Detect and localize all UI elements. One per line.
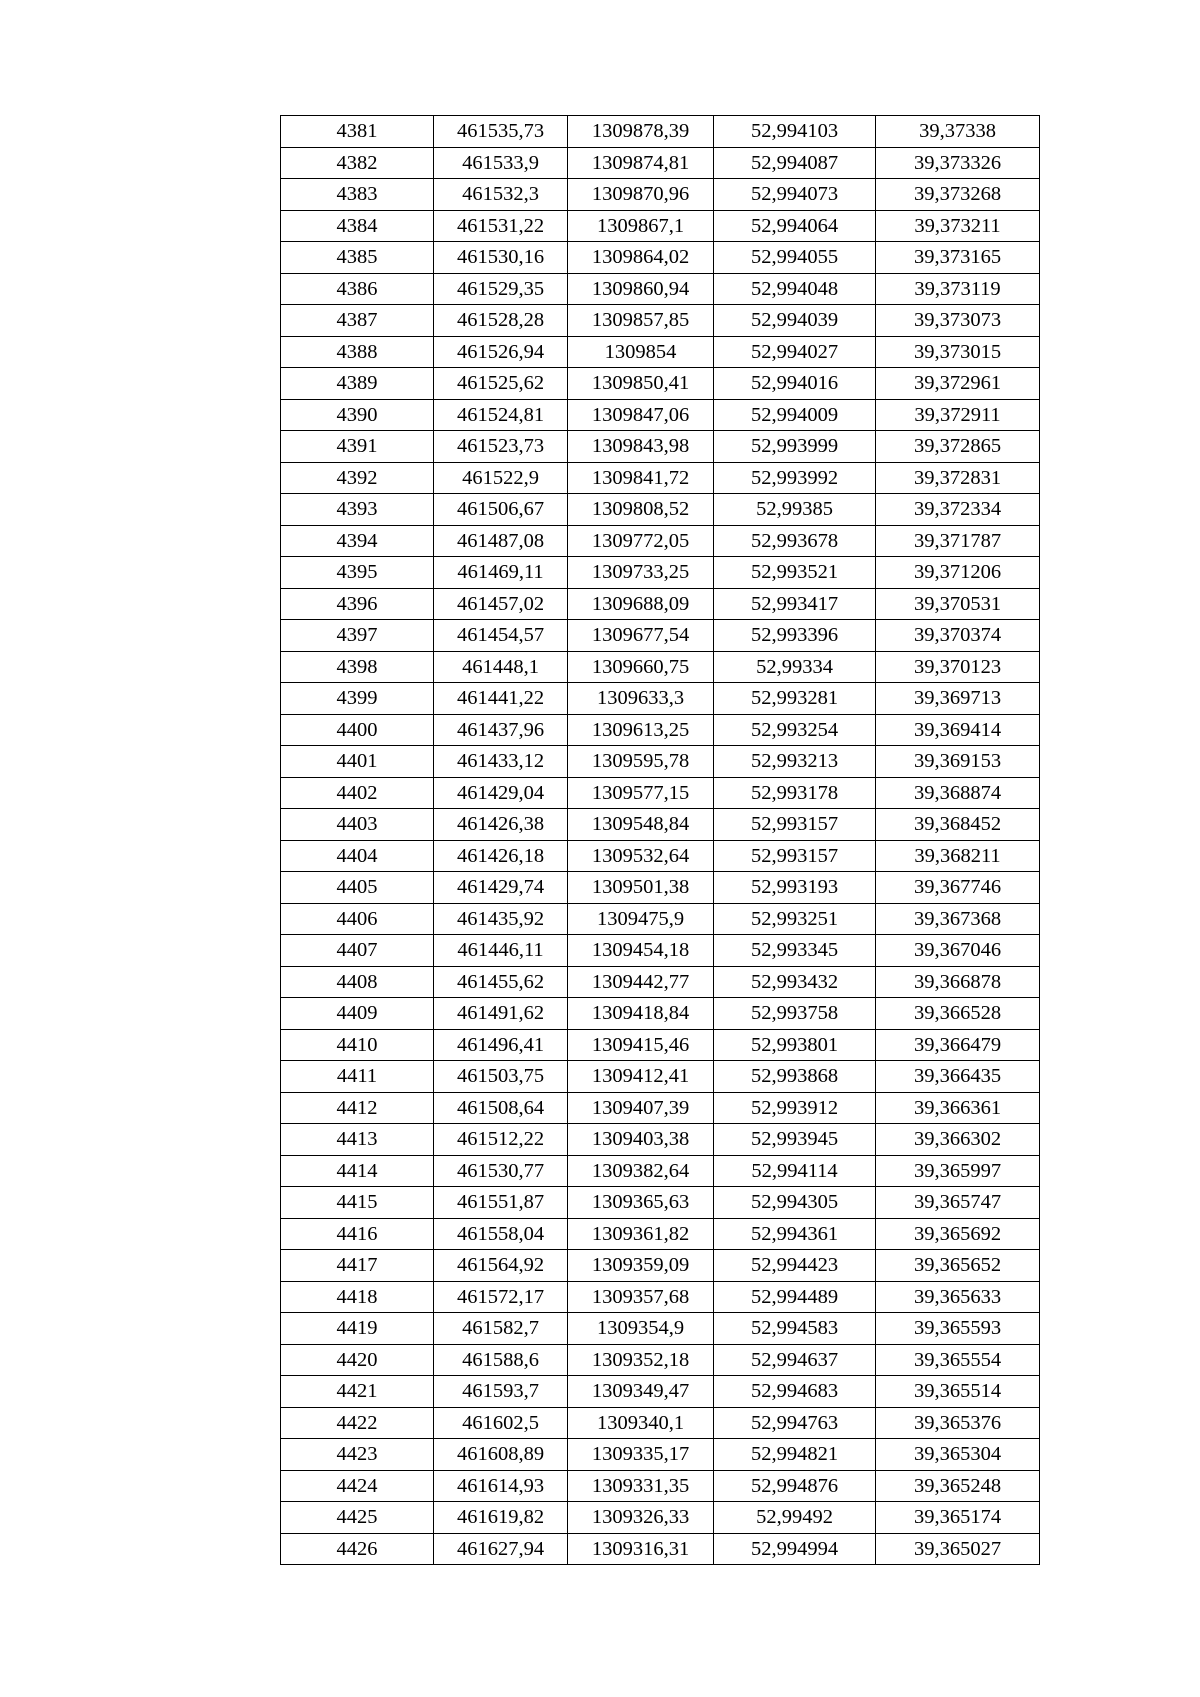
longitude-cell: 39,365304 — [876, 1439, 1040, 1471]
longitude-cell: 39,366302 — [876, 1124, 1040, 1156]
longitude-cell: 39,373268 — [876, 179, 1040, 211]
y-coordinate-cell: 1309403,38 — [568, 1124, 714, 1156]
y-coordinate-cell: 1309548,84 — [568, 809, 714, 841]
table-row — [281, 935, 1040, 967]
longitude-cell: 39,373073 — [876, 305, 1040, 337]
longitude-cell: 39,369713 — [876, 683, 1040, 715]
point-number-cell: 4401 — [281, 746, 434, 778]
point-number-cell: 4405 — [281, 872, 434, 904]
table-row — [281, 242, 1040, 274]
point-number-cell: 4411 — [281, 1061, 434, 1093]
x-coordinate-cell: 461506,67 — [434, 494, 568, 526]
y-coordinate-cell: 1309352,18 — [568, 1344, 714, 1376]
point-number-cell: 4382 — [281, 147, 434, 179]
x-coordinate-cell: 461532,3 — [434, 179, 568, 211]
longitude-cell: 39,373326 — [876, 147, 1040, 179]
longitude-cell: 39,371206 — [876, 557, 1040, 589]
y-coordinate-cell: 1309454,18 — [568, 935, 714, 967]
point-number-cell: 4388 — [281, 336, 434, 368]
y-coordinate-cell: 1309867,1 — [568, 210, 714, 242]
latitude-cell: 52,994073 — [714, 179, 876, 211]
latitude-cell: 52,99385 — [714, 494, 876, 526]
y-coordinate-cell: 1309475,9 — [568, 903, 714, 935]
table-row — [281, 494, 1040, 526]
x-coordinate-cell: 461522,9 — [434, 462, 568, 494]
table-row — [281, 746, 1040, 778]
y-coordinate-cell: 1309808,52 — [568, 494, 714, 526]
table-row — [281, 1502, 1040, 1534]
coordinates-table-body — [281, 116, 1040, 1565]
latitude-cell: 52,993678 — [714, 525, 876, 557]
table-row — [281, 1533, 1040, 1565]
table-row — [281, 336, 1040, 368]
table-row — [281, 368, 1040, 400]
longitude-cell: 39,365248 — [876, 1470, 1040, 1502]
point-number-cell: 4391 — [281, 431, 434, 463]
latitude-cell: 52,993417 — [714, 588, 876, 620]
table-row — [281, 1187, 1040, 1219]
latitude-cell: 52,994305 — [714, 1187, 876, 1219]
longitude-cell: 39,369414 — [876, 714, 1040, 746]
point-number-cell: 4418 — [281, 1281, 434, 1313]
point-number-cell: 4426 — [281, 1533, 434, 1565]
x-coordinate-cell: 461455,62 — [434, 966, 568, 998]
point-number-cell: 4383 — [281, 179, 434, 211]
latitude-cell: 52,994087 — [714, 147, 876, 179]
table-row — [281, 1250, 1040, 1282]
table-row — [281, 683, 1040, 715]
longitude-cell: 39,372334 — [876, 494, 1040, 526]
point-number-cell: 4397 — [281, 620, 434, 652]
table-row — [281, 903, 1040, 935]
longitude-cell: 39,365174 — [876, 1502, 1040, 1534]
x-coordinate-cell: 461441,22 — [434, 683, 568, 715]
table-row — [281, 1313, 1040, 1345]
y-coordinate-cell: 1309326,33 — [568, 1502, 714, 1534]
point-number-cell: 4403 — [281, 809, 434, 841]
table-row — [281, 1470, 1040, 1502]
y-coordinate-cell: 1309532,64 — [568, 840, 714, 872]
longitude-cell: 39,365997 — [876, 1155, 1040, 1187]
point-number-cell: 4422 — [281, 1407, 434, 1439]
x-coordinate-cell: 461469,11 — [434, 557, 568, 589]
y-coordinate-cell: 1309407,39 — [568, 1092, 714, 1124]
longitude-cell: 39,368211 — [876, 840, 1040, 872]
longitude-cell: 39,366528 — [876, 998, 1040, 1030]
y-coordinate-cell: 1309382,64 — [568, 1155, 714, 1187]
y-coordinate-cell: 1309850,41 — [568, 368, 714, 400]
longitude-cell: 39,369153 — [876, 746, 1040, 778]
y-coordinate-cell: 1309613,25 — [568, 714, 714, 746]
point-number-cell: 4393 — [281, 494, 434, 526]
y-coordinate-cell: 1309415,46 — [568, 1029, 714, 1061]
longitude-cell: 39,366479 — [876, 1029, 1040, 1061]
y-coordinate-cell: 1309733,25 — [568, 557, 714, 589]
latitude-cell: 52,994361 — [714, 1218, 876, 1250]
y-coordinate-cell: 1309359,09 — [568, 1250, 714, 1282]
point-number-cell: 4416 — [281, 1218, 434, 1250]
x-coordinate-cell: 461572,17 — [434, 1281, 568, 1313]
point-number-cell: 4419 — [281, 1313, 434, 1345]
y-coordinate-cell: 1309349,47 — [568, 1376, 714, 1408]
longitude-cell: 39,372865 — [876, 431, 1040, 463]
y-coordinate-cell: 1309354,9 — [568, 1313, 714, 1345]
longitude-cell: 39,365376 — [876, 1407, 1040, 1439]
point-number-cell: 4392 — [281, 462, 434, 494]
x-coordinate-cell: 461487,08 — [434, 525, 568, 557]
x-coordinate-cell: 461528,28 — [434, 305, 568, 337]
point-number-cell: 4409 — [281, 998, 434, 1030]
point-number-cell: 4406 — [281, 903, 434, 935]
latitude-cell: 52,993281 — [714, 683, 876, 715]
point-number-cell: 4390 — [281, 399, 434, 431]
x-coordinate-cell: 461588,6 — [434, 1344, 568, 1376]
longitude-cell: 39,366361 — [876, 1092, 1040, 1124]
longitude-cell: 39,372831 — [876, 462, 1040, 494]
table-row — [281, 777, 1040, 809]
longitude-cell: 39,365747 — [876, 1187, 1040, 1219]
latitude-cell: 52,993758 — [714, 998, 876, 1030]
coordinates-table — [280, 115, 1040, 1565]
x-coordinate-cell: 461531,22 — [434, 210, 568, 242]
table-row — [281, 1281, 1040, 1313]
point-number-cell: 4420 — [281, 1344, 434, 1376]
latitude-cell: 52,994821 — [714, 1439, 876, 1471]
latitude-cell: 52,994016 — [714, 368, 876, 400]
x-coordinate-cell: 461582,7 — [434, 1313, 568, 1345]
y-coordinate-cell: 1309365,63 — [568, 1187, 714, 1219]
table-row — [281, 1092, 1040, 1124]
x-coordinate-cell: 461558,04 — [434, 1218, 568, 1250]
point-number-cell: 4381 — [281, 116, 434, 148]
y-coordinate-cell: 1309418,84 — [568, 998, 714, 1030]
table-row — [281, 872, 1040, 904]
point-number-cell: 4385 — [281, 242, 434, 274]
point-number-cell: 4407 — [281, 935, 434, 967]
latitude-cell: 52,994637 — [714, 1344, 876, 1376]
latitude-cell: 52,994103 — [714, 116, 876, 148]
table-row — [281, 116, 1040, 148]
table-row — [281, 399, 1040, 431]
latitude-cell: 52,993254 — [714, 714, 876, 746]
latitude-cell: 52,993521 — [714, 557, 876, 589]
latitude-cell: 52,993432 — [714, 966, 876, 998]
latitude-cell: 52,994763 — [714, 1407, 876, 1439]
latitude-cell: 52,994423 — [714, 1250, 876, 1282]
x-coordinate-cell: 461602,5 — [434, 1407, 568, 1439]
x-coordinate-cell: 461429,04 — [434, 777, 568, 809]
x-coordinate-cell: 461491,62 — [434, 998, 568, 1030]
longitude-cell: 39,367046 — [876, 935, 1040, 967]
point-number-cell: 4425 — [281, 1502, 434, 1534]
table-row — [281, 714, 1040, 746]
latitude-cell: 52,993345 — [714, 935, 876, 967]
latitude-cell: 52,993912 — [714, 1092, 876, 1124]
x-coordinate-cell: 461619,82 — [434, 1502, 568, 1534]
table-row — [281, 1407, 1040, 1439]
point-number-cell: 4413 — [281, 1124, 434, 1156]
latitude-cell: 52,994114 — [714, 1155, 876, 1187]
table-row — [281, 588, 1040, 620]
y-coordinate-cell: 1309442,77 — [568, 966, 714, 998]
y-coordinate-cell: 1309316,31 — [568, 1533, 714, 1565]
x-coordinate-cell: 461614,93 — [434, 1470, 568, 1502]
table-row — [281, 1439, 1040, 1471]
point-number-cell: 4399 — [281, 683, 434, 715]
table-row — [281, 1218, 1040, 1250]
latitude-cell: 52,994039 — [714, 305, 876, 337]
latitude-cell: 52,993213 — [714, 746, 876, 778]
longitude-cell: 39,371787 — [876, 525, 1040, 557]
latitude-cell: 52,994055 — [714, 242, 876, 274]
y-coordinate-cell: 1309595,78 — [568, 746, 714, 778]
y-coordinate-cell: 1309357,68 — [568, 1281, 714, 1313]
latitude-cell: 52,99334 — [714, 651, 876, 683]
point-number-cell: 4421 — [281, 1376, 434, 1408]
longitude-cell: 39,367368 — [876, 903, 1040, 935]
y-coordinate-cell: 1309501,38 — [568, 872, 714, 904]
table-row — [281, 210, 1040, 242]
longitude-cell: 39,370374 — [876, 620, 1040, 652]
x-coordinate-cell: 461530,77 — [434, 1155, 568, 1187]
longitude-cell: 39,365593 — [876, 1313, 1040, 1345]
y-coordinate-cell: 1309660,75 — [568, 651, 714, 683]
x-coordinate-cell: 461426,38 — [434, 809, 568, 841]
latitude-cell: 52,994876 — [714, 1470, 876, 1502]
latitude-cell: 52,994489 — [714, 1281, 876, 1313]
point-number-cell: 4387 — [281, 305, 434, 337]
point-number-cell: 4417 — [281, 1250, 434, 1282]
x-coordinate-cell: 461426,18 — [434, 840, 568, 872]
point-number-cell: 4402 — [281, 777, 434, 809]
latitude-cell: 52,994009 — [714, 399, 876, 431]
x-coordinate-cell: 461454,57 — [434, 620, 568, 652]
y-coordinate-cell: 1309864,02 — [568, 242, 714, 274]
point-number-cell: 4410 — [281, 1029, 434, 1061]
point-number-cell: 4408 — [281, 966, 434, 998]
longitude-cell: 39,366435 — [876, 1061, 1040, 1093]
point-number-cell: 4398 — [281, 651, 434, 683]
longitude-cell: 39,372911 — [876, 399, 1040, 431]
longitude-cell: 39,365692 — [876, 1218, 1040, 1250]
latitude-cell: 52,993992 — [714, 462, 876, 494]
longitude-cell: 39,365027 — [876, 1533, 1040, 1565]
x-coordinate-cell: 461433,12 — [434, 746, 568, 778]
y-coordinate-cell: 1309633,3 — [568, 683, 714, 715]
longitude-cell: 39,370123 — [876, 651, 1040, 683]
longitude-cell: 39,365633 — [876, 1281, 1040, 1313]
latitude-cell: 52,993999 — [714, 431, 876, 463]
latitude-cell: 52,993157 — [714, 840, 876, 872]
x-coordinate-cell: 461437,96 — [434, 714, 568, 746]
latitude-cell: 52,993157 — [714, 809, 876, 841]
longitude-cell: 39,365514 — [876, 1376, 1040, 1408]
latitude-cell: 52,994064 — [714, 210, 876, 242]
latitude-cell: 52,994048 — [714, 273, 876, 305]
y-coordinate-cell: 1309412,41 — [568, 1061, 714, 1093]
latitude-cell: 52,99492 — [714, 1502, 876, 1534]
latitude-cell: 52,993178 — [714, 777, 876, 809]
x-coordinate-cell: 461448,1 — [434, 651, 568, 683]
x-coordinate-cell: 461533,9 — [434, 147, 568, 179]
point-number-cell: 4412 — [281, 1092, 434, 1124]
table-row — [281, 1376, 1040, 1408]
point-number-cell: 4394 — [281, 525, 434, 557]
latitude-cell: 52,993801 — [714, 1029, 876, 1061]
table-row — [281, 998, 1040, 1030]
point-number-cell: 4396 — [281, 588, 434, 620]
latitude-cell: 52,994583 — [714, 1313, 876, 1345]
longitude-cell: 39,365652 — [876, 1250, 1040, 1282]
latitude-cell: 52,993251 — [714, 903, 876, 935]
y-coordinate-cell: 1309874,81 — [568, 147, 714, 179]
x-coordinate-cell: 461435,92 — [434, 903, 568, 935]
table-row — [281, 525, 1040, 557]
table-row — [281, 651, 1040, 683]
point-number-cell: 4404 — [281, 840, 434, 872]
x-coordinate-cell: 461512,22 — [434, 1124, 568, 1156]
point-number-cell: 4423 — [281, 1439, 434, 1471]
table-row — [281, 1155, 1040, 1187]
y-coordinate-cell: 1309843,98 — [568, 431, 714, 463]
y-coordinate-cell: 1309340,1 — [568, 1407, 714, 1439]
x-coordinate-cell: 461593,7 — [434, 1376, 568, 1408]
x-coordinate-cell: 461627,94 — [434, 1533, 568, 1565]
table-row — [281, 840, 1040, 872]
longitude-cell: 39,373165 — [876, 242, 1040, 274]
table-row — [281, 557, 1040, 589]
x-coordinate-cell: 461535,73 — [434, 116, 568, 148]
y-coordinate-cell: 1309860,94 — [568, 273, 714, 305]
y-coordinate-cell: 1309331,35 — [568, 1470, 714, 1502]
y-coordinate-cell: 1309847,06 — [568, 399, 714, 431]
longitude-cell: 39,368452 — [876, 809, 1040, 841]
x-coordinate-cell: 461529,35 — [434, 273, 568, 305]
latitude-cell: 52,993945 — [714, 1124, 876, 1156]
longitude-cell: 39,367746 — [876, 872, 1040, 904]
table-row — [281, 305, 1040, 337]
y-coordinate-cell: 1309577,15 — [568, 777, 714, 809]
point-number-cell: 4386 — [281, 273, 434, 305]
y-coordinate-cell: 1309870,96 — [568, 179, 714, 211]
x-coordinate-cell: 461446,11 — [434, 935, 568, 967]
x-coordinate-cell: 461526,94 — [434, 336, 568, 368]
x-coordinate-cell: 461457,02 — [434, 588, 568, 620]
x-coordinate-cell: 461524,81 — [434, 399, 568, 431]
y-coordinate-cell: 1309677,54 — [568, 620, 714, 652]
point-number-cell: 4415 — [281, 1187, 434, 1219]
table-row — [281, 1061, 1040, 1093]
x-coordinate-cell: 461503,75 — [434, 1061, 568, 1093]
table-row — [281, 1344, 1040, 1376]
x-coordinate-cell: 461525,62 — [434, 368, 568, 400]
y-coordinate-cell: 1309335,17 — [568, 1439, 714, 1471]
latitude-cell: 52,994027 — [714, 336, 876, 368]
x-coordinate-cell: 461508,64 — [434, 1092, 568, 1124]
latitude-cell: 52,993868 — [714, 1061, 876, 1093]
table-row — [281, 462, 1040, 494]
table-row — [281, 620, 1040, 652]
y-coordinate-cell: 1309854 — [568, 336, 714, 368]
point-number-cell: 4424 — [281, 1470, 434, 1502]
x-coordinate-cell: 461551,87 — [434, 1187, 568, 1219]
longitude-cell: 39,373015 — [876, 336, 1040, 368]
point-number-cell: 4389 — [281, 368, 434, 400]
table-row — [281, 1029, 1040, 1061]
x-coordinate-cell: 461608,89 — [434, 1439, 568, 1471]
point-number-cell: 4414 — [281, 1155, 434, 1187]
table-row — [281, 966, 1040, 998]
longitude-cell: 39,365554 — [876, 1344, 1040, 1376]
y-coordinate-cell: 1309361,82 — [568, 1218, 714, 1250]
longitude-cell: 39,373119 — [876, 273, 1040, 305]
latitude-cell: 52,993396 — [714, 620, 876, 652]
y-coordinate-cell: 1309688,09 — [568, 588, 714, 620]
point-number-cell: 4400 — [281, 714, 434, 746]
x-coordinate-cell: 461523,73 — [434, 431, 568, 463]
point-number-cell: 4395 — [281, 557, 434, 589]
x-coordinate-cell: 461564,92 — [434, 1250, 568, 1282]
longitude-cell: 39,366878 — [876, 966, 1040, 998]
y-coordinate-cell: 1309878,39 — [568, 116, 714, 148]
latitude-cell: 52,993193 — [714, 872, 876, 904]
table-row — [281, 147, 1040, 179]
point-number-cell: 4384 — [281, 210, 434, 242]
longitude-cell: 39,368874 — [876, 777, 1040, 809]
y-coordinate-cell: 1309841,72 — [568, 462, 714, 494]
table-row — [281, 179, 1040, 211]
x-coordinate-cell: 461496,41 — [434, 1029, 568, 1061]
table-row — [281, 273, 1040, 305]
y-coordinate-cell: 1309772,05 — [568, 525, 714, 557]
table-row — [281, 431, 1040, 463]
longitude-cell: 39,373211 — [876, 210, 1040, 242]
x-coordinate-cell: 461530,16 — [434, 242, 568, 274]
longitude-cell: 39,370531 — [876, 588, 1040, 620]
latitude-cell: 52,994683 — [714, 1376, 876, 1408]
latitude-cell: 52,994994 — [714, 1533, 876, 1565]
longitude-cell: 39,37338 — [876, 116, 1040, 148]
longitude-cell: 39,372961 — [876, 368, 1040, 400]
x-coordinate-cell: 461429,74 — [434, 872, 568, 904]
table-row — [281, 809, 1040, 841]
table-row — [281, 1124, 1040, 1156]
y-coordinate-cell: 1309857,85 — [568, 305, 714, 337]
